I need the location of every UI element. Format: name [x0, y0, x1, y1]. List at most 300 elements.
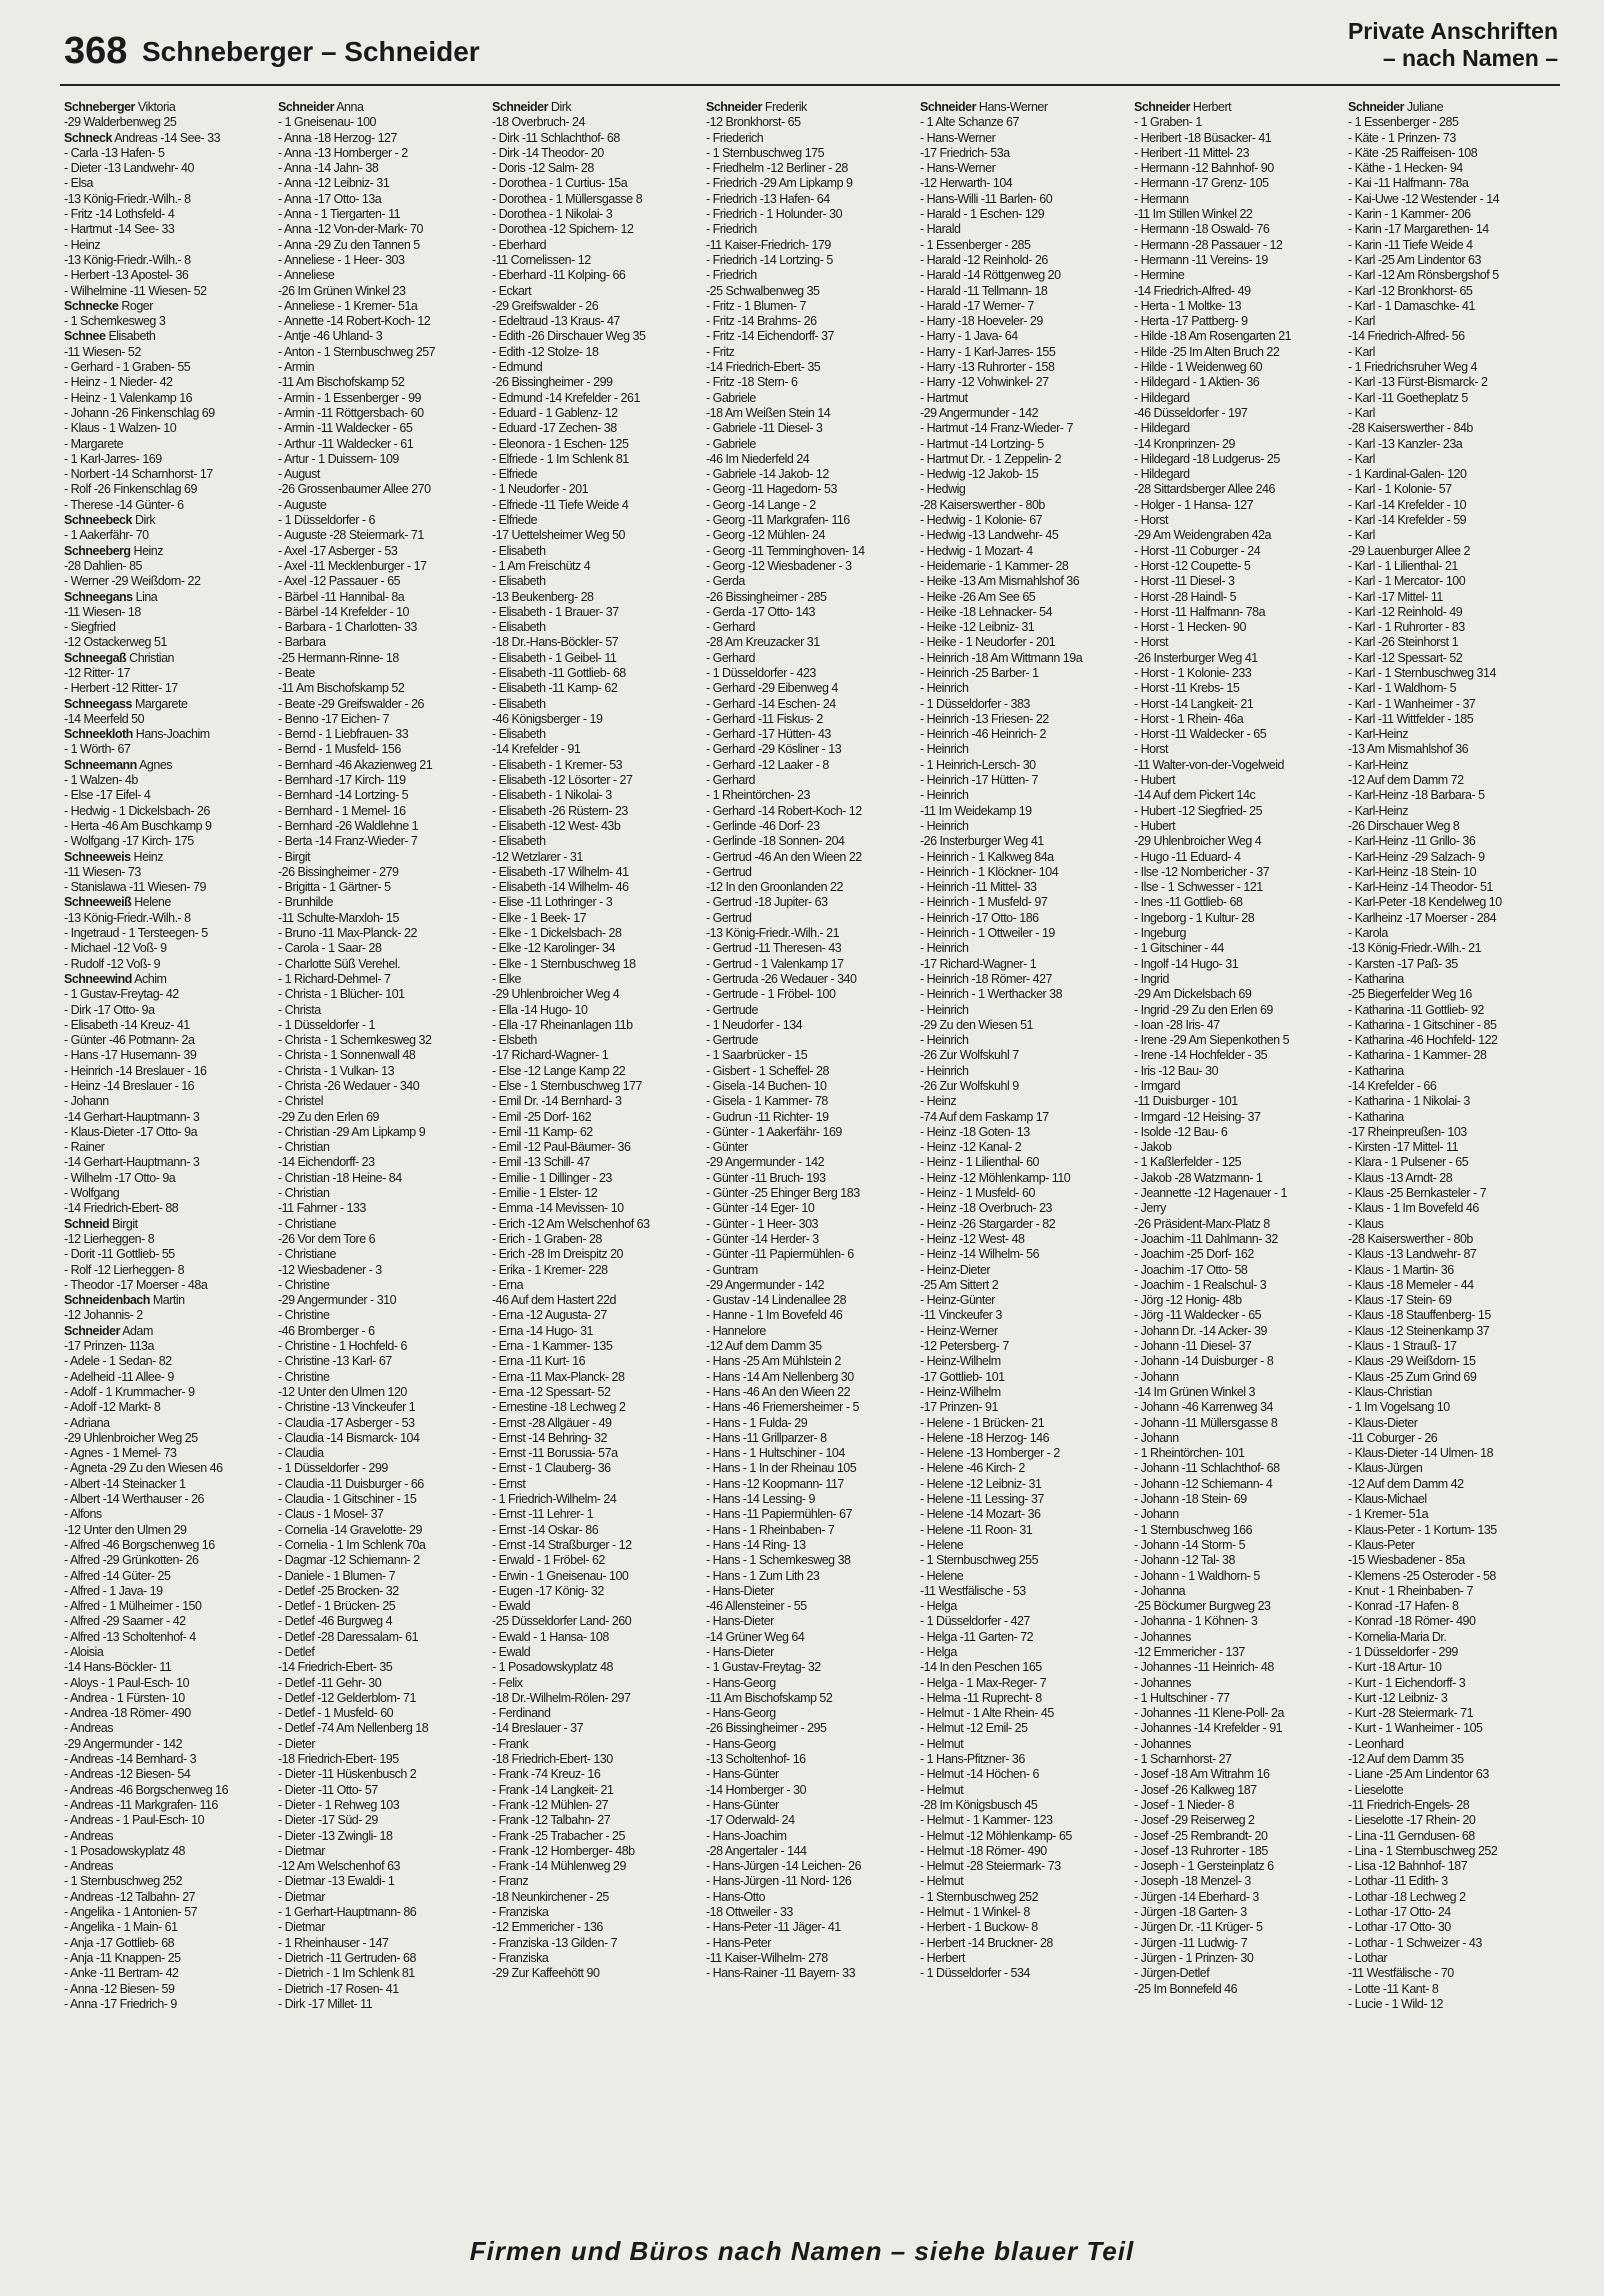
directory-entry-line: - Kurt - 1 Wanheimer - 105 — [1348, 1721, 1483, 1736]
directory-entry-line: - Klaus -13 Landwehr- 87 — [1348, 1247, 1477, 1262]
directory-entry-line: - Harald -17 Werner- 7 — [920, 298, 1034, 313]
directory-entry-line: - Heike - 1 Neudorfer - 201 — [920, 635, 1056, 650]
directory-entry-line: - Heinrich -17 Hütten- 7 — [920, 773, 1038, 788]
directory-entry-line: - Detlef -25 Brocken- 32 — [278, 1583, 399, 1598]
directory-entry-line: - Gerhard -29 Kösliner - 13 — [706, 742, 842, 757]
directory-entry-line: - Heinrich — [920, 742, 969, 757]
directory-entry-line: - 1 Schemkesweg 3 — [64, 314, 166, 329]
directory-entry-line: - Elke -12 Karolinger- 34 — [492, 941, 615, 956]
directory-column-7 — [1348, 100, 1556, 2220]
directory-entry-line: - Margarete — [64, 436, 124, 451]
directory-entry-line: -26 Grossenbaumer Allee 270 — [278, 482, 431, 497]
directory-entry-line: - Hans - 1 Zum Lith 23 — [706, 1568, 820, 1583]
directory-entry-line: - Elisabeth - 1 Kremer- 53 — [492, 757, 623, 772]
directory-entry-line: - Josef -18 Am Witrahm 16 — [1134, 1767, 1270, 1782]
directory-entry-line: - Arthur -11 Waldecker - 61 — [278, 436, 414, 451]
directory-entry-line: - Hans -14 Am Nellenberg 30 — [706, 1369, 854, 1384]
directory-entry-line: - Friedhelm -12 Berliner - 28 — [706, 161, 848, 176]
directory-entry-line: -25 Schwalbenweg 35 — [706, 283, 820, 298]
directory-entry-line: -26 Vor dem Tore 6 — [278, 1231, 376, 1246]
directory-entry-line: - Daniele - 1 Blumen- 7 — [278, 1568, 396, 1583]
directory-entry-line: - Frank -74 Kreuz- 16 — [492, 1767, 601, 1782]
directory-entry-line: - Karl - 1 Ruhrorter - 83 — [1348, 620, 1465, 635]
directory-entry-line: - Anna -13 Homberger - 2 — [278, 145, 408, 160]
directory-entry-line: - Hans - 1 Rheinbaben- 7 — [706, 1522, 835, 1537]
directory-entry-line: -13 König-Friedr.-Wilh.- 8 — [64, 191, 191, 206]
directory-entry-line: - Helmut - 1 Kammer- 123 — [920, 1813, 1053, 1828]
directory-entry-line: - Klara - 1 Pulsener - 65 — [1348, 1155, 1469, 1170]
directory-entry-line: - Rudolf -12 Voß- 9 — [64, 956, 161, 971]
directory-entry-line: - Christiane — [278, 1247, 336, 1262]
directory-entry-line: Schneekloth Hans-Joachim — [64, 727, 210, 742]
directory-entry-line: - Wilhelmine -11 Wiesen- 52 — [64, 283, 207, 298]
directory-entry-line: - Katharina - 1 Nikolai- 3 — [1348, 1094, 1470, 1109]
directory-entry-line: - Hubert -12 Siegfried- 25 — [1134, 803, 1263, 818]
directory-entry-line: - Alfred - 1 Mülheimer - 150 — [64, 1599, 202, 1614]
directory-entry-line: - Günter - 1 Aakerfähr- 169 — [706, 1124, 842, 1139]
directory-entry-line: -74 Auf dem Faskamp 17 — [920, 1109, 1049, 1124]
directory-entry-line: - Bärbel -14 Krefelder - 10 — [278, 604, 410, 619]
directory-entry-line: - Heinz -14 Wilhelm- 56 — [920, 1247, 1040, 1262]
directory-entry-line: - Heinz — [64, 237, 101, 252]
directory-entry-line: - Joseph -18 Menzel- 3 — [1134, 1874, 1251, 1889]
directory-entry-line: - Elisabeth -12 Lösorter - 27 — [492, 773, 633, 788]
directory-entry-line: - Bernhard -46 Akazienweg 21 — [278, 757, 433, 772]
directory-entry-line: - Helene — [920, 1537, 964, 1552]
directory-entry-line: - Katharina - 1 Kammer- 28 — [1348, 1048, 1487, 1063]
directory-entry-line: - Fritz - 1 Blumen- 7 — [706, 298, 806, 313]
directory-entry-line: -26 Bissingheimer - 285 — [706, 589, 827, 604]
directory-entry-line: - Adolf -12 Markt- 8 — [64, 1400, 161, 1415]
directory-entry-line: - Ines -11 Gottlieb- 68 — [1134, 895, 1243, 910]
directory-entry-line: - Dieter — [278, 1736, 315, 1751]
directory-entry-line: - Gerhard -12 Laaker - 8 — [706, 757, 829, 772]
directory-entry-line: - Elisabeth - 1 Nikolai- 3 — [492, 788, 612, 803]
directory-entry-line: - Heinrich — [920, 788, 969, 803]
directory-entry-line: - Karl -13 Fürst-Bismarck- 2 — [1348, 375, 1488, 390]
directory-entry-line: - 1 Karl-Jarres- 169 — [64, 451, 162, 466]
directory-entry-line: -11 Vinckeufer 3 — [920, 1308, 1002, 1323]
directory-entry-line: - Heinrich -18 Am Wittmann 19a — [920, 650, 1083, 665]
directory-entry-line: - Klaus-Dieter — [1348, 1415, 1418, 1430]
directory-entry-line: - Erna -14 Hugo- 31 — [492, 1323, 593, 1338]
directory-entry-line: - Irene -14 Hochfelder - 35 — [1134, 1048, 1268, 1063]
directory-entry-line: - Karl — [1348, 344, 1375, 359]
directory-entry-line: -17 Richard-Wagner- 1 — [492, 1048, 609, 1063]
directory-entry-line: -11 Westfälische - 70 — [1348, 1966, 1454, 1981]
directory-entry-line: - Wolfgang — [64, 1186, 120, 1201]
directory-entry-line: - Axel -17 Asberger - 53 — [278, 543, 398, 558]
section-title-line-1: Private Anschriften — [1347, 18, 1558, 44]
directory-entry-line: - Heinz -12 Möhlenkamp- 110 — [920, 1170, 1071, 1185]
directory-entry-line: -29 Uhlenbroicher Weg 4 — [1134, 834, 1262, 849]
directory-entry-line: - Anneliese — [278, 268, 335, 283]
directory-entry-line: - Johann -14 Duisburger - 8 — [1134, 1354, 1274, 1369]
directory-entry-line: -11 Wiesen- 18 — [64, 604, 141, 619]
directory-entry-line: - Hans - 1 Schemkesweg 38 — [706, 1553, 851, 1568]
directory-entry-line: -11 Duisburger - 101 — [1134, 1094, 1238, 1109]
directory-entry-line: - Hans - 1 In der Rheinau 105 — [706, 1461, 857, 1476]
directory-entry-line: - Hedwig - 1 Dickelsbach- 26 — [64, 803, 210, 818]
directory-entry-line: - 1 Kremer- 51a — [1348, 1507, 1429, 1522]
directory-entry-line: - Anna -12 Biesen- 59 — [64, 1981, 175, 1996]
directory-entry-line: - August — [278, 467, 320, 482]
directory-entry-line: - Heinrich -25 Barber- 1 — [920, 665, 1039, 680]
directory-entry-line: - Helmut -14 Höchen- 6 — [920, 1767, 1039, 1782]
directory-entry-line: - Eberhard -11 Kolping- 66 — [492, 268, 626, 283]
directory-entry-line: - Johann -46 Karrenweg 34 — [1134, 1400, 1273, 1415]
directory-entry-line: - Erna -11 Kurt- 16 — [492, 1354, 586, 1369]
directory-entry-line: - Ella -17 Rheinanlagen 11b — [492, 1017, 633, 1032]
directory-entry-line: - Gertrud -11 Theresen- 43 — [706, 941, 842, 956]
directory-entry-line: - Harry -12 Vohwinkel- 27 — [920, 375, 1049, 390]
directory-entry-line: - Aloys - 1 Paul-Esch- 10 — [64, 1675, 190, 1690]
directory-entry-line: - Ewald — [492, 1599, 531, 1614]
directory-entry-line: - Karl -11 Wittfelder - 185 — [1348, 711, 1474, 726]
directory-entry-line: - Eberhard — [492, 237, 547, 252]
directory-entry-line: - Klaus-Jürgen — [1348, 1461, 1423, 1476]
directory-entry-line: - Hilde -25 Im Alten Bruch 22 — [1134, 344, 1280, 359]
directory-entry-line: - Karl — [1348, 451, 1375, 466]
directory-entry-line: - Christine -13 Karl- 67 — [278, 1354, 392, 1369]
directory-entry-line: - Johann -11 Diesel- 37 — [1134, 1339, 1252, 1354]
directory-entry-line: - Frank -25 Trabacher - 25 — [492, 1828, 625, 1843]
directory-entry-line: -12 Unter den Ulmen 29 — [64, 1522, 187, 1537]
directory-entry-line: - Elke - 1 Sternbuschweg 18 — [492, 956, 636, 971]
directory-entry-line: - Joachim -11 Dahlmann- 32 — [1134, 1231, 1278, 1246]
directory-entry-line: - 1 Düsseldorfer - 383 — [920, 696, 1030, 711]
directory-entry-line: - Hans-Günter — [706, 1797, 779, 1812]
directory-entry-line: - Eckart — [492, 283, 532, 298]
directory-entry-line: - Hermine — [1134, 268, 1185, 283]
directory-entry-line: - Erika - 1 Kremer- 228 — [492, 1262, 608, 1277]
directory-entry-line: - Heinrich -17 Otto- 186 — [920, 910, 1039, 925]
directory-entry-line: - Dietmar — [278, 1920, 325, 1935]
directory-entry-line: - Helmut -12 Möhlenkamp- 65 — [920, 1828, 1072, 1843]
directory-entry-line: - Frank -12 Homberger- 48b — [492, 1843, 635, 1858]
directory-entry-line: - Karl - 1 Wanheimer - 37 — [1348, 696, 1476, 711]
directory-entry-line: - Jürgen -11 Ludwig- 7 — [1134, 1935, 1248, 1950]
directory-entry-line: - Gabriele -14 Jakob- 12 — [706, 467, 829, 482]
directory-entry-line: - Karl — [1348, 314, 1375, 329]
directory-entry-line: - Jerry — [1134, 1201, 1166, 1216]
directory-entry-line: Schneewind Achim — [64, 971, 167, 986]
directory-entry-line: - Karl - 1 Damaschke- 41 — [1348, 298, 1475, 313]
directory-entry-line: - Elise -11 Lothringer - 3 — [492, 895, 613, 910]
directory-entry-line: -28 Im Königsbusch 45 — [920, 1797, 1038, 1812]
directory-entry-line: - Katharina - 1 Gitschiner - 85 — [1348, 1017, 1497, 1032]
directory-entry-line: - Karl -25 Am Lindentor 63 — [1348, 252, 1481, 267]
directory-entry-line: - Dietrich -17 Rosen- 41 — [278, 1981, 399, 1996]
directory-entry-line: - Johann — [1134, 1369, 1179, 1384]
section-title-line-2: – nach Namen – — [1382, 45, 1558, 71]
directory-entry-line: - Armin -11 Röttgersbach- 60 — [278, 405, 424, 420]
directory-entry-line: - Gerhard — [706, 620, 755, 635]
directory-entry-line: - Elke - 1 Beek- 17 — [492, 910, 587, 925]
directory-entry-line: - Anneliese - 1 Heer- 303 — [278, 252, 405, 267]
directory-entry-line: - Elisabeth — [492, 696, 546, 711]
directory-entry-line: - Hedwig -13 Landwehr- 45 — [920, 528, 1059, 543]
directory-entry-line: - Dirk -17 Millet- 11 — [278, 1996, 373, 2011]
directory-entry-line: - Harry - 1 Java- 64 — [920, 329, 1018, 344]
directory-entry-line: - Lothar -17 Otto- 30 — [1348, 1920, 1451, 1935]
directory-entry-line: - Horst - 1 Rhein- 46a — [1134, 711, 1244, 726]
directory-entry-line: - Dieter - 1 Rehweg 103 — [278, 1797, 400, 1812]
directory-entry-line: - Christiane — [278, 1216, 336, 1231]
directory-entry-line: - Heinrich — [920, 818, 969, 833]
directory-entry-line: -17 Oderwald- 24 — [706, 1813, 795, 1828]
directory-entry-line: - Johann -12 Schiemann- 4 — [1134, 1476, 1273, 1491]
directory-entry-line: - Elke — [492, 971, 521, 986]
directory-entry-line: - Gustav -14 Lindenallee 28 — [706, 1293, 847, 1308]
directory-entry-line: - Georg -14 Lange - 2 — [706, 497, 816, 512]
directory-entry-line: - Gertrud -46 An den Wieen 22 — [706, 849, 862, 864]
directory-entry-line: - Hans -12 Koopmann- 117 — [706, 1476, 844, 1491]
directory-entry-line: - Karl-Heinz -18 Stein- 10 — [1348, 864, 1477, 879]
directory-entry-line: - Werner -29 Weißdorn- 22 — [64, 574, 201, 589]
directory-entry-line: - Karl — [1348, 528, 1375, 543]
directory-entry-line: - Lothar -11 Edith- 3 — [1348, 1874, 1448, 1889]
directory-entry-line: - Agneta -29 Zu den Wiesen 46 — [64, 1461, 223, 1476]
directory-entry-line: - Helmut -18 Römer- 490 — [920, 1843, 1047, 1858]
footer-note: Firmen und Büros nach Namen – siehe blauer Teil — [469, 2236, 1135, 2266]
directory-entry-line: -12 Wiesbadener - 3 — [278, 1262, 382, 1277]
directory-entry-line: - Klaus-Christian — [1348, 1384, 1432, 1399]
directory-entry-line: - Horst -11 Diesel- 3 — [1134, 574, 1235, 589]
directory-entry-line: -14 Krefelder - 66 — [1348, 1079, 1437, 1093]
directory-entry-line: - Bärbel -11 Hannibal- 8a — [278, 589, 405, 604]
directory-entry-line: -29 Angermunder - 142 — [920, 405, 1039, 420]
directory-entry-line: -13 König-Friedr.-Wilh.- 8 — [64, 252, 191, 267]
directory-entry-line: -11 Kaiser-Wilhelm- 278 — [706, 1950, 828, 1965]
directory-entry-line: - Karl -26 Steinhorst 1 — [1348, 635, 1459, 650]
directory-entry-line: - Hilde -18 Am Rosengarten 21 — [1134, 329, 1292, 344]
directory-entry-line: - Elisabeth -11 Kamp- 62 — [492, 681, 618, 696]
directory-entry-line: - Horst -11 Waldecker - 65 — [1134, 727, 1267, 742]
directory-entry-line: - Emil -11 Kamp- 62 — [492, 1124, 593, 1139]
directory-entry-line: - 1 Neudorfer - 201 — [492, 482, 589, 497]
directory-entry-line: - Erna -12 Spessart- 52 — [492, 1384, 611, 1399]
directory-entry-line: - Hans -46 Friemersheimer - 5 — [706, 1400, 859, 1415]
directory-entry-line: - 1 Gitschiner - 44 — [1134, 941, 1224, 956]
directory-entry-line: - Heinrich — [920, 681, 969, 696]
directory-entry-line: -17 Friedrich- 53a — [920, 145, 1010, 160]
directory-entry-line: - Heinrich - 1 Ottweiler - 19 — [920, 926, 1055, 941]
directory-entry-line: - 1 Gerhart-Hauptmann- 86 — [278, 1905, 417, 1920]
directory-entry-line: -14 Friedrich-Alfred- 56 — [1348, 329, 1465, 344]
directory-entry-line: - 1 Sternbuschweg 252 — [920, 1889, 1039, 1904]
directory-entry-line: -17 Uettelsheimer Weg 50 — [492, 528, 625, 543]
directory-entry-line: -29 Angermunder - 310 — [278, 1293, 397, 1308]
directory-entry-line: - Klaus - 1 Im Bovefeld 46 — [1348, 1201, 1479, 1216]
directory-entry-line: - Dietmar — [278, 1889, 325, 1904]
directory-entry-line: - 1 Posadowskyplatz 48 — [492, 1660, 614, 1675]
directory-entry-line: - Emma -14 Mevissen- 10 — [492, 1201, 624, 1216]
directory-entry-line: - 1 Düsseldorfer - 423 — [706, 665, 816, 680]
directory-entry-line: Schneegaß Christian — [64, 650, 174, 665]
directory-entry-line: - Johann -26 Finkenschlag 69 — [64, 405, 215, 420]
directory-entry-line: - Heinrich — [920, 941, 969, 956]
directory-entry-line: - 1 Friedrichsruher Weg 4 — [1348, 360, 1477, 375]
directory-entry-line: - Dorothea - 1 Nikolai- 3 — [492, 207, 613, 222]
directory-entry-line: Schneegass Margarete — [64, 696, 188, 711]
directory-entry-line: - Hartmut -14 Lortzing- 5 — [920, 436, 1044, 451]
directory-entry-line: - Klaus-Peter — [1348, 1537, 1415, 1552]
directory-entry-line: - Hans-Werner — [920, 130, 996, 145]
directory-entry-line: -26 Bissingheimer - 295 — [706, 1721, 827, 1736]
directory-entry-line: - Lucie - 1 Wild- 12 — [1348, 1996, 1443, 2011]
directory-entry-line: - Kornelia-Maria Dr. — [1348, 1629, 1447, 1644]
directory-entry-line: -12 Auf dem Damm 72 — [1348, 773, 1464, 788]
directory-entry-line: - Karl -17 Mittel- 11 — [1348, 589, 1443, 604]
directory-entry-line: - Klaus -17 Stein- 69 — [1348, 1293, 1452, 1308]
directory-entry-line: - Hans-Dieter — [706, 1644, 774, 1659]
directory-entry-line: - Johann Dr. -14 Acker- 39 — [1134, 1323, 1267, 1338]
directory-entry-line: - Alfred -46 Borgschenweg 16 — [64, 1537, 215, 1552]
directory-entry-line: -14 Grüner Weg 64 — [706, 1629, 805, 1644]
directory-entry-line: - Heinz -14 Breslauer - 16 — [64, 1079, 195, 1093]
directory-entry-line: -25 Im Bonnefeld 46 — [1134, 1981, 1238, 1996]
directory-entry-line: Schneider Anna — [278, 100, 364, 114]
directory-entry-line: - Jürgen -14 Eberhard- 3 — [1134, 1889, 1259, 1904]
directory-entry-line: - Cornelia - 1 Im Schlenk 70a — [278, 1537, 426, 1552]
directory-entry-line: - Edmund — [492, 360, 543, 375]
directory-entry-line: - Irene -29 Am Siepenkothen 5 — [1134, 1033, 1290, 1048]
directory-entry-line: - Andrea -18 Römer- 490 — [64, 1706, 191, 1721]
directory-entry-line: - Karl-Heinz -29 Salzach- 9 — [1348, 849, 1485, 864]
directory-entry-line: - Frank -14 Mühlenweg 29 — [492, 1859, 626, 1874]
directory-entry-line: -29 Uhlenbroicher Weg 4 — [492, 987, 620, 1002]
directory-entry-line: - Konrad -18 Römer- 490 — [1348, 1614, 1476, 1629]
directory-entry-line: - Barbara — [278, 635, 326, 650]
directory-entry-line: -25 Düsseldorfer Land- 260 — [492, 1614, 632, 1629]
directory-entry-line: - Friedrich -13 Hafen- 64 — [706, 191, 830, 206]
directory-entry-line: -13 Beukenberg- 28 — [492, 589, 594, 604]
directory-entry-line: - 1 Gustav-Freytag- 42 — [64, 987, 179, 1002]
directory-entry-line: - Frank -12 Talbahn- 27 — [492, 1813, 611, 1828]
directory-entry-line: - Christa - 1 Vulkan- 13 — [278, 1063, 395, 1078]
directory-entry-line: - Brigitta - 1 Gärtner- 5 — [278, 880, 391, 895]
directory-entry-line: - Hildegard - 1 Aktien- 36 — [1134, 375, 1260, 390]
directory-entry-line: - Kirsten -17 Mittel- 11 — [1348, 1140, 1459, 1155]
directory-entry-line: - Hans-Otto — [706, 1889, 766, 1904]
directory-entry-line: - Horst -11 Halfmann- 78a — [1134, 604, 1266, 619]
directory-entry-line: - Gisbert - 1 Scheffel- 28 — [706, 1063, 829, 1078]
directory-entry-line: - Alfred -29 Saarner - 42 — [64, 1614, 186, 1629]
directory-entry-line: - Gerhard -17 Hütten- 43 — [706, 727, 831, 742]
directory-entry-line: - Klaus - 1 Strauß- 17 — [1348, 1339, 1457, 1354]
directory-entry-line: - Karl - 1 Mercator- 100 — [1348, 574, 1466, 589]
directory-entry-line: - Dietmar -13 Ewaldi- 1 — [278, 1874, 395, 1889]
directory-entry-line: -11 Im Stillen Winkel 22 — [1134, 207, 1253, 222]
directory-entry-line: - Alfred -29 Grünkotten- 26 — [64, 1553, 199, 1568]
directory-entry-line: - Irmgard — [1134, 1079, 1181, 1093]
directory-entry-line: - Rolf -12 Lierheggen- 8 — [64, 1262, 185, 1277]
directory-entry-line: - Iris -12 Bau- 30 — [1134, 1063, 1219, 1078]
directory-entry-line: - Kurt - 1 Eichendorff- 3 — [1348, 1675, 1466, 1690]
directory-entry-line: - Horst -12 Coupette- 5 — [1134, 558, 1251, 573]
directory-entry-line: - Joseph - 1 Gersteinplatz 6 — [1134, 1859, 1274, 1874]
directory-entry-line: - 1 Essenberger - 285 — [920, 237, 1031, 252]
directory-entry-line: - Liane -25 Am Lindentor 63 — [1348, 1767, 1489, 1782]
directory-entry-line: - Karl -12 Am Rönsbergshof 5 — [1348, 268, 1499, 283]
directory-entry-line: - Gerlinde -18 Sonnen- 204 — [706, 834, 845, 849]
directory-entry-line: - Karl -12 Spessart- 52 — [1348, 650, 1463, 665]
directory-entry-line: - Karl - 1 Sternbuschweg 314 — [1348, 665, 1496, 680]
directory-entry-line: -14 Gerhart-Hauptmann- 3 — [64, 1109, 200, 1124]
directory-entry-line: - Helmut -28 Steiermark- 73 — [920, 1859, 1061, 1874]
directory-entry-line: - Ingetraud - 1 Tersteegen- 5 — [64, 926, 208, 941]
directory-entry-line: - Georg -11 Hagedorn- 53 — [706, 482, 837, 497]
directory-entry-line: -14 Breslauer - 37 — [492, 1721, 584, 1736]
directory-entry-line: - Brunhilde — [278, 895, 333, 910]
directory-entry-line: - Elsa — [64, 176, 93, 191]
directory-entry-line: - Beate -29 Greifswalder - 26 — [278, 696, 424, 711]
directory-entry-line: Schneeweis Heinz — [64, 849, 164, 864]
directory-entry-line: Schneebeck Dirk — [64, 513, 156, 528]
directory-entry-line: - Auguste — [278, 497, 327, 512]
directory-entry-line: -26 Präsident-Marx-Platz 8 — [1134, 1216, 1270, 1231]
directory-entry-line: - Horst - 1 Hecken- 90 — [1134, 620, 1246, 635]
directory-entry-line: - Herbert - 1 Buckow- 8 — [920, 1920, 1038, 1935]
directory-entry-line: - Elke - 1 Dickelsbach- 28 — [492, 926, 622, 941]
directory-entry-line: - Horst -28 Haindl- 5 — [1134, 589, 1237, 604]
directory-entry-line: - Hans -14 Lessing- 9 — [706, 1492, 816, 1507]
directory-entry-line: - Karl-Heinz -11 Grillo- 36 — [1348, 834, 1476, 849]
directory-entry-line: - Edith -26 Dirschauer Weg 35 — [492, 329, 646, 344]
directory-entry-line: - Klaus-Peter - 1 Kortum- 135 — [1348, 1522, 1497, 1537]
directory-entry-line: - Ilse -12 Nombericher - 37 — [1134, 864, 1270, 879]
directory-entry-line: -18 Neunkirchener - 25 — [492, 1889, 609, 1904]
directory-entry-line: - 1 Kaßlerfelder - 125 — [1134, 1155, 1242, 1170]
directory-entry-line: - Hans-Willi -11 Barlen- 60 — [920, 191, 1053, 206]
directory-entry-line: -11 Cornelissen- 12 — [492, 252, 591, 267]
directory-entry-line: - Gertrude — [706, 1002, 758, 1017]
directory-entry-line: - Konrad -17 Hafen- 8 — [1348, 1599, 1459, 1614]
directory-entry-line: - Harald — [920, 222, 961, 237]
directory-entry-line: - Hermann -17 Grenz- 105 — [1134, 176, 1269, 191]
directory-entry-line: - Karl-Heinz — [1348, 727, 1408, 742]
directory-entry-line: - Hildegard -18 Ludgerus- 25 — [1134, 451, 1280, 466]
directory-entry-line: - Karl - 1 Kolonie- 57 — [1348, 482, 1452, 497]
directory-entry-line: - Hartmut -14 See- 33 — [64, 222, 175, 237]
directory-entry-line: - Norbert -14 Scharnhorst- 17 — [64, 467, 213, 482]
directory-entry-line: - Heinrich -46 Heinrich- 2 — [920, 727, 1046, 742]
directory-entry-line: - Hans -11 Grillparzer- 8 — [706, 1430, 827, 1445]
directory-entry-line: - 1 Heinrich-Lersch- 30 — [920, 757, 1036, 772]
directory-entry-line: - Heinrich -18 Römer- 427 — [920, 971, 1052, 986]
directory-entry-line: - Johanna — [1134, 1583, 1186, 1598]
directory-entry-line: - Günter -14 Herder- 3 — [706, 1231, 819, 1246]
directory-entry-line: - Harald -14 Röttgenweg 20 — [920, 268, 1061, 283]
directory-entry-line: - Johannes — [1134, 1675, 1191, 1690]
directory-entry-line: - Erwin - 1 Gneisenau- 100 — [492, 1568, 629, 1583]
directory-entry-line: - Helma -11 Ruprecht- 8 — [920, 1690, 1042, 1705]
directory-entry-line: - Helga — [920, 1644, 957, 1659]
directory-entry-line: - Anna -17 Friedrich- 9 — [64, 1996, 177, 2011]
directory-entry-line: - Hartmut -14 Franz-Wieder- 7 — [920, 421, 1073, 436]
directory-entry-line: - Heinz-Wilhelm — [920, 1384, 1001, 1399]
directory-entry-line: -25 Am Sittert 2 — [920, 1277, 999, 1292]
directory-entry-line: - Lina - 1 Sternbuschweg 252 — [1348, 1843, 1498, 1858]
directory-entry-line: - Doris -12 Salm- 28 — [492, 161, 594, 176]
directory-entry-line: - Heinz-Dieter — [920, 1262, 991, 1277]
directory-entry-line: -14 Kronprinzen- 29 — [1134, 436, 1235, 451]
directory-entry-line: -26 Im Grünen Winkel 23 — [278, 283, 406, 298]
directory-entry-line: - Fritz -14 Eichendorff- 37 — [706, 329, 834, 344]
directory-entry-line: - 1 Alte Schanze 67 — [920, 115, 1019, 130]
directory-entry-line: -25 Hermann-Rinne- 18 — [278, 650, 399, 665]
